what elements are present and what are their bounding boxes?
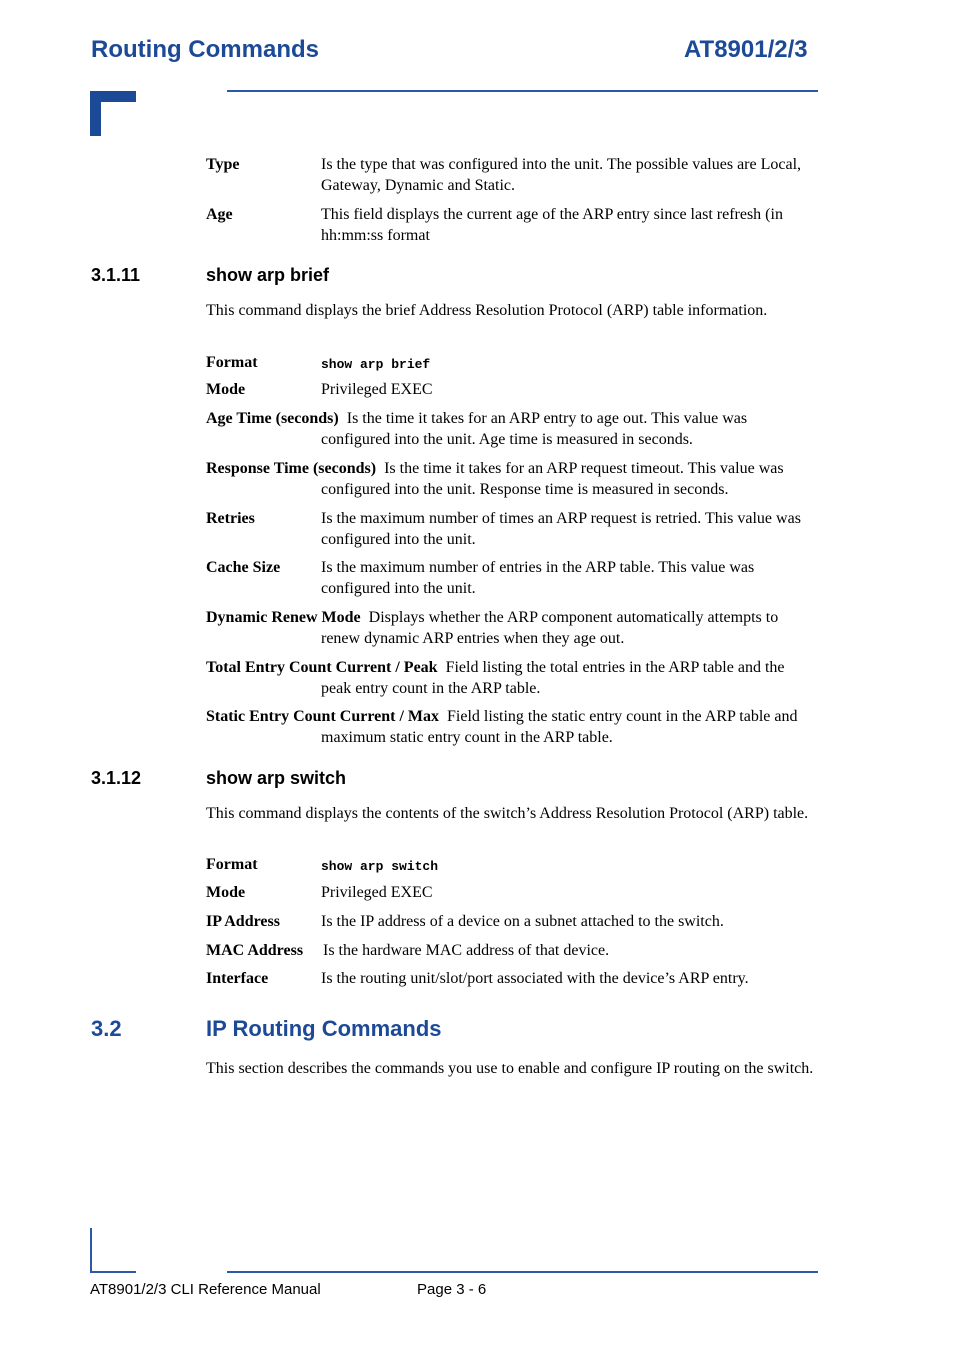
footer-page-number: Page 3 - 6	[417, 1281, 487, 1298]
field-term-age: Age	[206, 206, 233, 223]
footer-corner-horizontal	[90, 1271, 136, 1273]
field-desc: Field listing the static entry count in the ARP table and maximum static entry count in the ARP table.	[321, 708, 798, 746]
header-right-title: AT8901/2/3	[684, 36, 808, 63]
mode-label: Mode	[206, 884, 246, 901]
field-term-mac-address: MAC Address	[206, 942, 304, 959]
field-desc-retries: Is the maximum number of times an ARP request is retried. This value was configured into the unit.	[321, 510, 801, 548]
field-term: Response Time (seconds)	[206, 460, 377, 477]
field-desc-mac-address: Is the hardware MAC address of that device.	[323, 942, 610, 959]
field-desc-type: Is the type that was configured into the unit. The possible values are Local, Gateway, Dynamic and Static.	[321, 156, 802, 194]
field-desc-cache-size: Is the maximum number of entries in the ARP table. This value was configured into the unit.	[321, 559, 755, 597]
section-intro-show-arp-brief: This command displays the brief Address Resolution Protocol (ARP) table information.	[206, 302, 768, 319]
field-static-entry-count	[206, 706, 818, 748]
field-term-interface: Interface	[206, 970, 269, 987]
corner-bracket-horizontal	[90, 91, 136, 102]
mode-value: Privileged EXEC	[321, 381, 433, 398]
header-left-title: Routing Commands	[91, 36, 319, 63]
format-command: show arp brief	[321, 357, 431, 372]
mode-value: Privileged EXEC	[321, 884, 433, 901]
format-label: Format	[206, 856, 258, 873]
field-desc: Displays whether the ARP component automatically attempts to renew dynamic ARP entries when they age out.	[321, 609, 779, 647]
field-term-type: Type	[206, 156, 240, 173]
field-age-time	[206, 408, 818, 450]
field-desc: Is the time it takes for an ARP request timeout. This value was configured into the unit. Response time is measured in seconds.	[321, 460, 784, 498]
field-desc: Field listing the total entries in the ARP table and the peak entry count in the ARP table.	[321, 659, 785, 697]
section-intro-ip-routing: This section describes the commands you use to enable and configure IP routing on the switch.	[206, 1060, 814, 1077]
field-desc-interface: Is the routing unit/slot/port associated with the device’s ARP entry.	[321, 970, 749, 987]
section-number-3-2: 3.2	[91, 1016, 122, 1041]
format-label: Format	[206, 354, 258, 371]
section-title-show-arp-brief: show arp brief	[206, 265, 330, 285]
field-term-ip-address: IP Address	[206, 913, 280, 930]
field-desc-age: This field displays the current age of the ARP entry since last refresh (in hh:mm:ss format	[321, 206, 783, 244]
field-total-entry-count	[206, 657, 818, 699]
field-desc-ip-address: Is the IP address of a device on a subnet attached to the switch.	[321, 913, 724, 930]
footer-manual-title: AT8901/2/3 CLI Reference Manual	[90, 1281, 321, 1298]
section-title-ip-routing-commands: IP Routing Commands	[206, 1016, 442, 1041]
field-term-retries: Retries	[206, 510, 255, 527]
mode-label: Mode	[206, 381, 246, 398]
field-term-cache-size: Cache Size	[206, 559, 281, 576]
field-term: Static Entry Count Current / Max	[206, 708, 440, 725]
field-term: Age Time (seconds)	[206, 410, 339, 427]
section-number-3-1-12: 3.1.12	[91, 768, 142, 788]
field-dynamic-renew-mode	[206, 607, 818, 649]
footer-rule	[227, 1271, 818, 1273]
field-desc: Is the time it takes for an ARP entry to age out. This value was configured into the unit. Age time is measured in seconds.	[321, 410, 748, 448]
section-intro-show-arp-switch: This command displays the contents of the switch’s Address Resolution Protocol (ARP) table.	[206, 805, 809, 822]
format-command: show arp switch	[321, 859, 439, 874]
header-rule	[227, 90, 818, 92]
section-title-show-arp-switch: show arp switch	[206, 768, 347, 788]
field-response-time	[206, 458, 818, 500]
field-term: Dynamic Renew Mode	[206, 609, 361, 626]
field-term: Total Entry Count Current / Peak	[206, 659, 438, 676]
section-number-3-1-11: 3.1.11	[91, 265, 141, 285]
footer-corner-vertical	[90, 1228, 92, 1273]
